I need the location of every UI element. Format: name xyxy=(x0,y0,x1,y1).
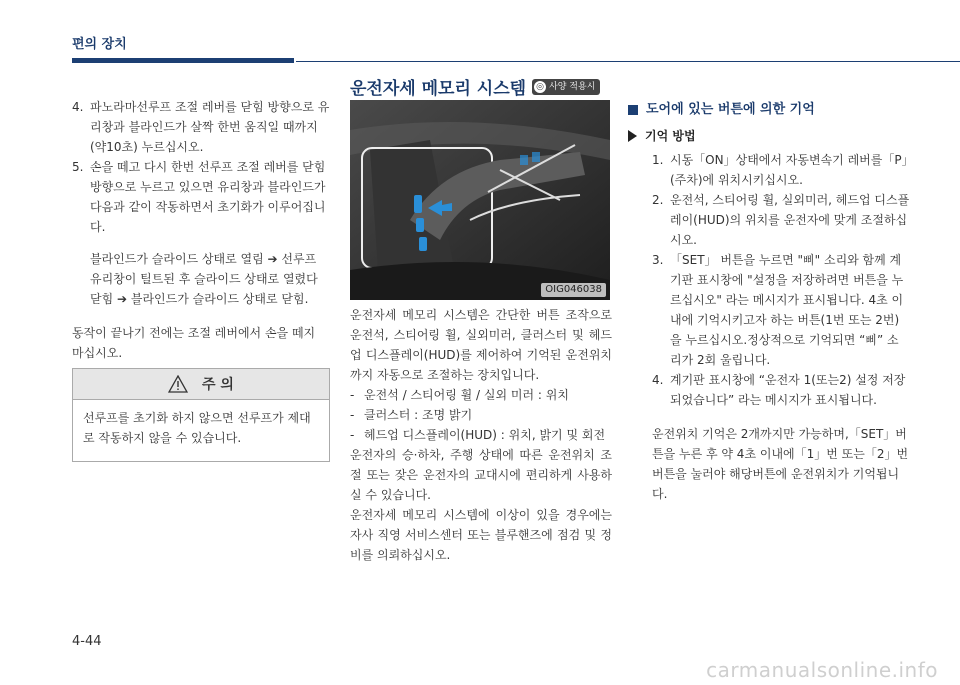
subsection-heading xyxy=(628,100,910,120)
item-text: 손을 떼고 다시 한번 선루프 조절 레버를 닫힘 방향으로 누르고 있으면 유리창과 블라인드가 다음과 같이 작동하면서 초기화가 이루어집니다. xyxy=(90,160,326,234)
right-column xyxy=(628,100,910,504)
step-number: 4. xyxy=(652,373,664,387)
list-item xyxy=(652,250,910,370)
usage-paragraph: 운전자의 승·하차, 주행 상태에 따른 운전위치 조절 또는 잦은 운전자의 교대시에 편리하게 사용하실 수 있습니다. xyxy=(350,448,612,502)
sequence-paragraph: 블라인드가 슬라이드 상태로 열림 ➔ 선루프 유리창이 틸트된 후 슬라이드 상태로 열렸다 닫힘 ➔ 블라인드가 슬라이드 상태로 닫힘. xyxy=(90,252,318,306)
list-item xyxy=(652,190,910,250)
square-bullet-icon xyxy=(628,105,638,115)
service-paragraph: 운전자세 메모리 시스템에 이상이 있을 경우에는 자사 직영 서비스센터 또는 블루핸즈에 점검 및 정비를 의뢰하십시오. xyxy=(350,508,612,562)
step-number: 2. xyxy=(652,193,664,207)
subsection-title: 도어에 있는 버튼에 의한 기억 xyxy=(646,102,815,117)
dash-item-text: 클러스터 : 조명 밝기 xyxy=(364,408,473,422)
section-title xyxy=(350,74,600,99)
step-number: 1. xyxy=(652,153,664,167)
list-item xyxy=(652,370,910,410)
caution-text: 선루프를 초기화 하지 않으면 선루프가 제대로 작동하지 않을 수 있습니다. xyxy=(83,411,311,445)
door-memory-photo xyxy=(350,100,610,300)
caution-title: 주 의 xyxy=(202,377,234,393)
caution-box xyxy=(72,368,330,462)
option-icon: ◎ xyxy=(534,81,546,93)
section-title-text: 운전자세 메모리 시스템 xyxy=(350,79,527,99)
list-item: - 운전석 / 스티어링 휠 / 실외 미러 : 위치 xyxy=(350,388,569,402)
note-paragraph: 동작이 끝나기 전에는 조절 레버에서 손을 떼지 마십시오. xyxy=(72,326,316,360)
step-text: 시동「ON」상태에서 자동변속기 레버를「P」(주차)에 위치시키십시오. xyxy=(670,153,908,187)
page-number: 4-44 xyxy=(72,634,102,649)
item-number: 4. xyxy=(72,100,84,114)
intro-paragraph: 운전자세 메모리 시스템은 간단한 버튼 조작으로 운전석, 스티어링 휠, 실외미러, 클러스터 및 헤드업 디스플레이(HUD)를 제어하여 기억된 운전위치까지 자동으로 조절하는 장치입니다. xyxy=(350,308,612,382)
caution-header xyxy=(73,369,329,400)
door-panel-illustration xyxy=(350,100,610,300)
list-item xyxy=(72,157,330,237)
memory-note-paragraph: 운전위치 기억은 2개까지만 가능하며,「SET」버튼을 누른 후 약 4초 이내에「1」번 또는「2」번 버튼을 눌러야 해당버튼에 운전위치가 기억됩니다. xyxy=(652,427,909,501)
warning-icon xyxy=(168,375,188,393)
header-line xyxy=(296,61,960,62)
method-heading xyxy=(628,126,910,146)
triangle-bullet-icon xyxy=(628,130,637,142)
step-text: 계기판 표시창에 “운전자 1(또는2) 설정 저장되었습니다” 라는 메시지가 표시됩니다. xyxy=(670,373,906,407)
item-text: 파노라마선루프 조절 레버를 닫힘 방향으로 유리창과 블라인드가 살짝 한번 움직일 때까지(약10초) 누르십시오. xyxy=(90,100,330,154)
list-item: - 헤드업 디스플레이(HUD) : 위치, 밝기 및 회전 xyxy=(350,428,606,442)
image-code: OIG046038 xyxy=(541,283,606,297)
list-item xyxy=(652,150,910,190)
header-bar xyxy=(72,58,294,63)
left-column xyxy=(72,97,330,363)
method-title: 기억 방법 xyxy=(645,129,696,143)
steps-list xyxy=(628,150,910,410)
chapter-title: 편의 장치 xyxy=(72,37,127,52)
list-item: - 클러스터 : 조명 밝기 xyxy=(350,408,473,422)
step-text: 운전석, 스티어링 휠, 실외미러, 헤드업 디스플레이(HUD)의 위치를 운전자에 맞게 조절하십시오. xyxy=(670,193,910,247)
option-badge xyxy=(532,79,600,95)
item-number: 5. xyxy=(72,160,84,174)
dash-item-text: 운전석 / 스티어링 휠 / 실외 미러 : 위치 xyxy=(364,388,569,402)
step-text: 「SET」 버튼을 누르면 "삐" 소리와 함께 계기판 표시창에 "설정을 저장하려면 버튼을 누르십시오" 라는 메시지가 표시됩니다. 4초 이내에 기억시키고자 하는 버튼(1번 또는 2번)을 누르십시오.정상적으로 기억되면 “삐” 소리가 2회 울립니다. xyxy=(670,253,904,367)
watermark: carmanualsonline.info xyxy=(706,658,938,682)
middle-column xyxy=(350,305,612,565)
dash-item-text: 헤드업 디스플레이(HUD) : 위치, 밝기 및 회전 xyxy=(364,428,606,442)
step-number: 3. xyxy=(652,253,664,267)
badge-label: 사양 적용시 xyxy=(549,81,596,92)
list-item xyxy=(72,97,330,157)
